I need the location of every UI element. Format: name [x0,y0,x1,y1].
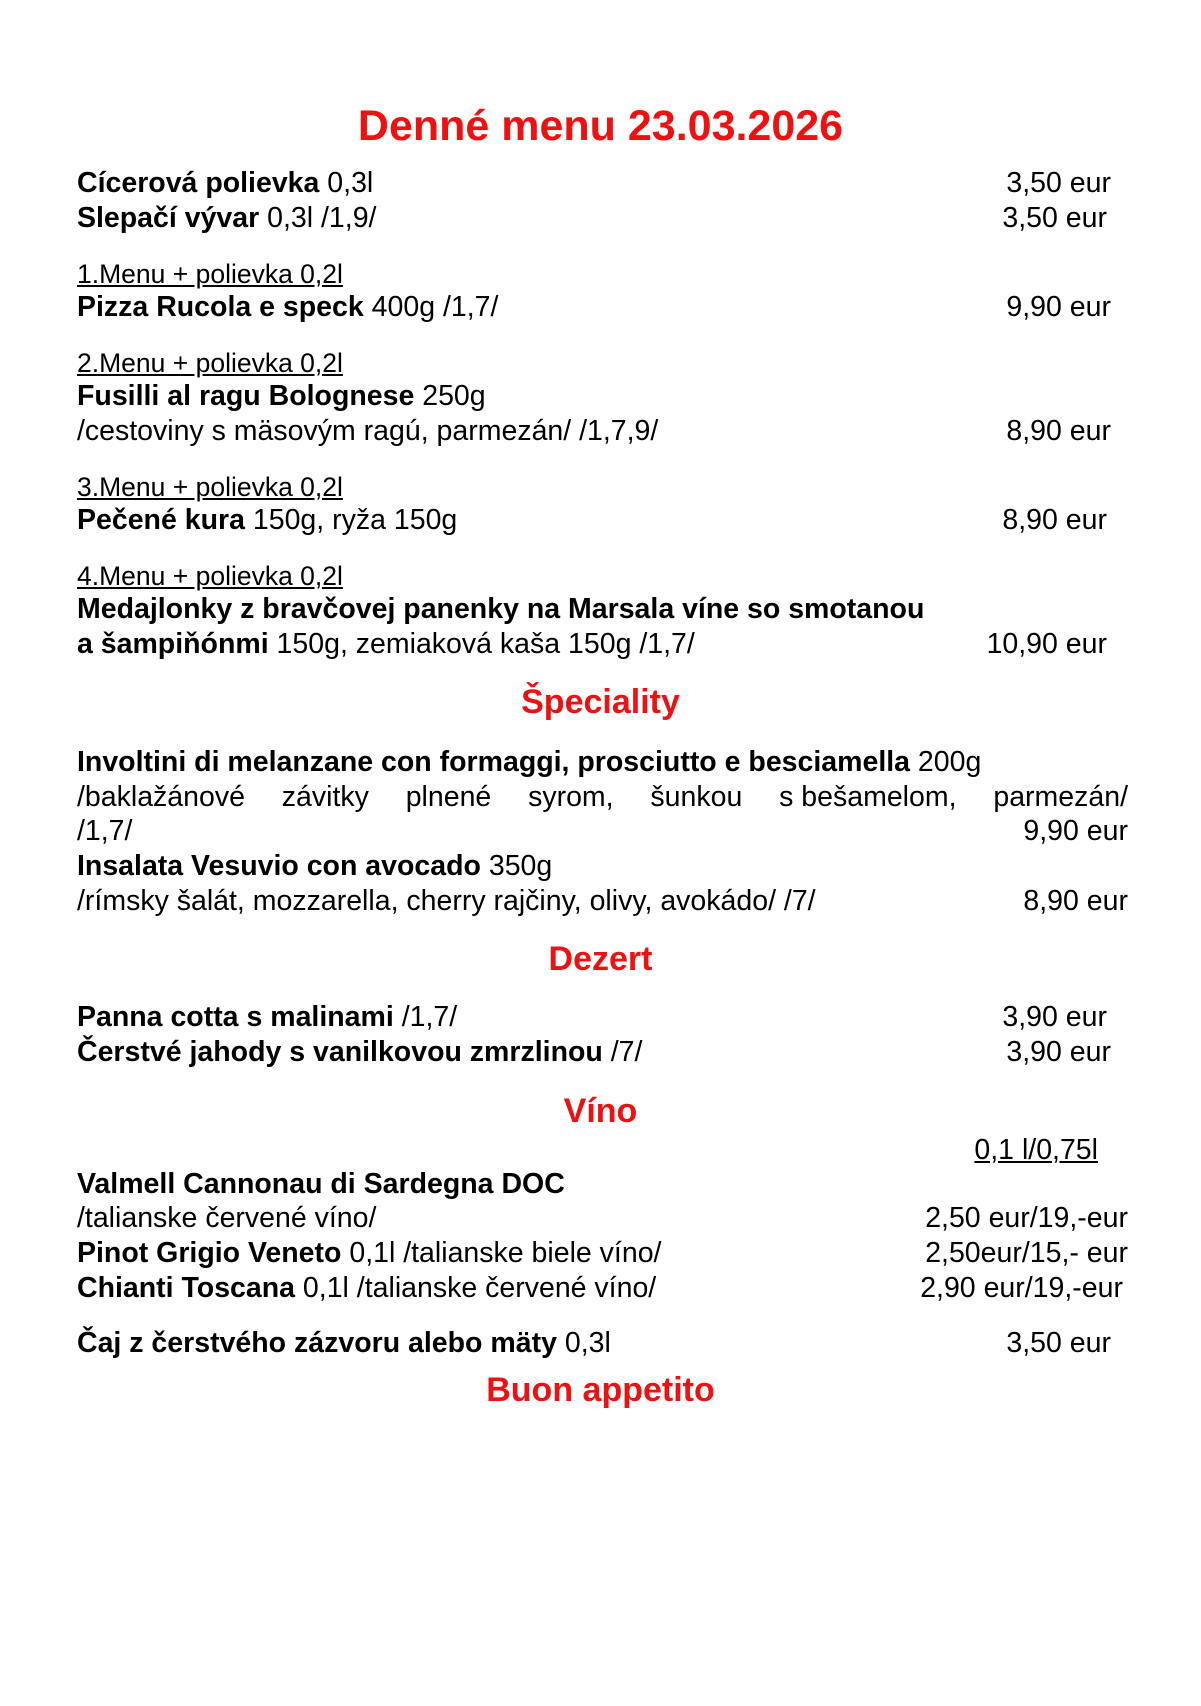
wine-price: 2,50 eur/19,-eur [925,1202,1128,1234]
dessert-detail: /1,7/ [393,1001,458,1033]
menu-header: 4.Menu + polievka 0,2l [77,561,343,591]
menu-item [77,378,486,414]
soup-item [77,200,376,236]
menu-name: Pečené kura [77,504,245,536]
dessert-price: 3,90 eur [1006,1036,1111,1068]
wine-item [77,1166,565,1202]
special-name: Insalata Vesuvio con avocado [77,850,481,882]
special-item [77,848,552,884]
menu-detail: 400g /1,7/ [363,291,499,323]
menu-price: 8,90 eur [1002,504,1107,536]
dessert-name: Panna cotta s malinami [77,1001,394,1033]
tea-price: 3,50 eur [1006,1327,1111,1359]
special-description: /1,7/ [77,815,133,847]
wine-item [77,1270,656,1306]
menu-description: /cestoviny s mäsovým ragú, parmezán/ /1,7,9/ [77,415,659,447]
menu-header: 1.Menu + polievka 0,2l [77,259,343,289]
special-name: Involtini di melanzane con formaggi, prosciutto e besciamella [77,746,911,778]
menu-name: Fusilli al ragu Bolognese [77,380,415,412]
wine-description: /talianske červené víno/ [77,1202,377,1234]
dessert-detail: /7/ [602,1036,643,1068]
menu-detail: 150g, zemiaková kaša 150g /1,7/ [268,628,695,660]
menu-price: 10,90 eur [986,628,1107,660]
menu-detail: 250g [414,380,486,412]
menu-item [77,289,498,325]
special-price: 9,90 eur [1023,815,1128,847]
dessert-price: 3,90 eur [1002,1001,1107,1033]
soup-price: 3,50 eur [1002,202,1107,234]
wine-detail: 0,1l /talianske biele víno/ [341,1237,662,1269]
soup-name: Slepačí vývar [77,202,260,234]
dessert-item [77,999,457,1035]
menu-item [77,591,924,627]
special-detail: 350g [480,850,553,882]
menu-item-continued [77,626,695,662]
section-title-specials: Špeciality [521,683,680,721]
page-title: Denné menu 23.03.2026 [357,102,844,150]
tea-detail: 0,3l [556,1327,611,1359]
tea-item [77,1325,611,1361]
special-description-word: závitky [281,781,369,813]
menu-header: 2.Menu + polievka 0,2l [77,348,343,378]
wine-name: Valmell Cannonau di Sardegna DOC [77,1168,565,1200]
special-description-word: /baklažánové [77,781,245,813]
wine-price: 2,90 eur/19,-eur [920,1272,1123,1304]
soup-detail: 0,3l [319,167,374,199]
section-title-dessert: Dezert [548,940,653,978]
dessert-name: Čerstvé jahody s vanilkovou zmrzlinou [77,1036,603,1068]
wine-item [77,1235,661,1271]
special-price: 8,90 eur [1023,885,1128,917]
menu-price: 9,90 eur [1006,291,1111,323]
dessert-item [77,1034,642,1070]
menu-item [77,502,457,538]
special-description: /rímsky šalát, mozzarella, cherry rajčiny, olivy, avokádo/ /7/ [77,885,816,917]
wine-name: Chianti Toscana [77,1272,296,1304]
soup-price: 3,50 eur [1006,167,1111,199]
special-description-word: šunkou [650,781,743,813]
special-description-word: parmezán/ [993,781,1128,813]
wine-name: Pinot Grigio Veneto [77,1237,342,1269]
wine-volume-header: 0,1 l/0,75l [974,1134,1098,1166]
tea-name: Čaj z čerstvého zázvoru alebo mäty [77,1327,557,1359]
special-item [77,744,981,780]
closing-text: Buon appetito [486,1371,715,1409]
menu-header: 3.Menu + polievka 0,2l [77,472,343,502]
menu-name-continued: a šampiňónmi [77,628,269,660]
special-description-word: syrom, [528,781,614,813]
special-detail: 200g [910,746,982,778]
special-description-word: s bešamelom, [779,781,957,813]
menu-detail: 150g, ryža 150g [244,504,458,536]
menu-price: 8,90 eur [1006,415,1111,447]
section-title-wine: Víno [563,1092,638,1130]
menu-name: Pizza Rucola e speck [77,291,364,323]
special-description-word: plnené [405,781,492,813]
wine-detail: 0,1l /talianske červené víno/ [295,1272,657,1304]
wine-price: 2,50eur/15,- eur [925,1237,1128,1269]
soup-name: Cícerová polievka [77,167,320,199]
soup-detail: 0,3l /1,9/ [259,202,377,234]
soup-item [77,165,373,201]
menu-name: Medajlonky z bravčovej panenky na Marsala víne so smotanou [77,593,925,625]
special-description [77,779,1128,815]
